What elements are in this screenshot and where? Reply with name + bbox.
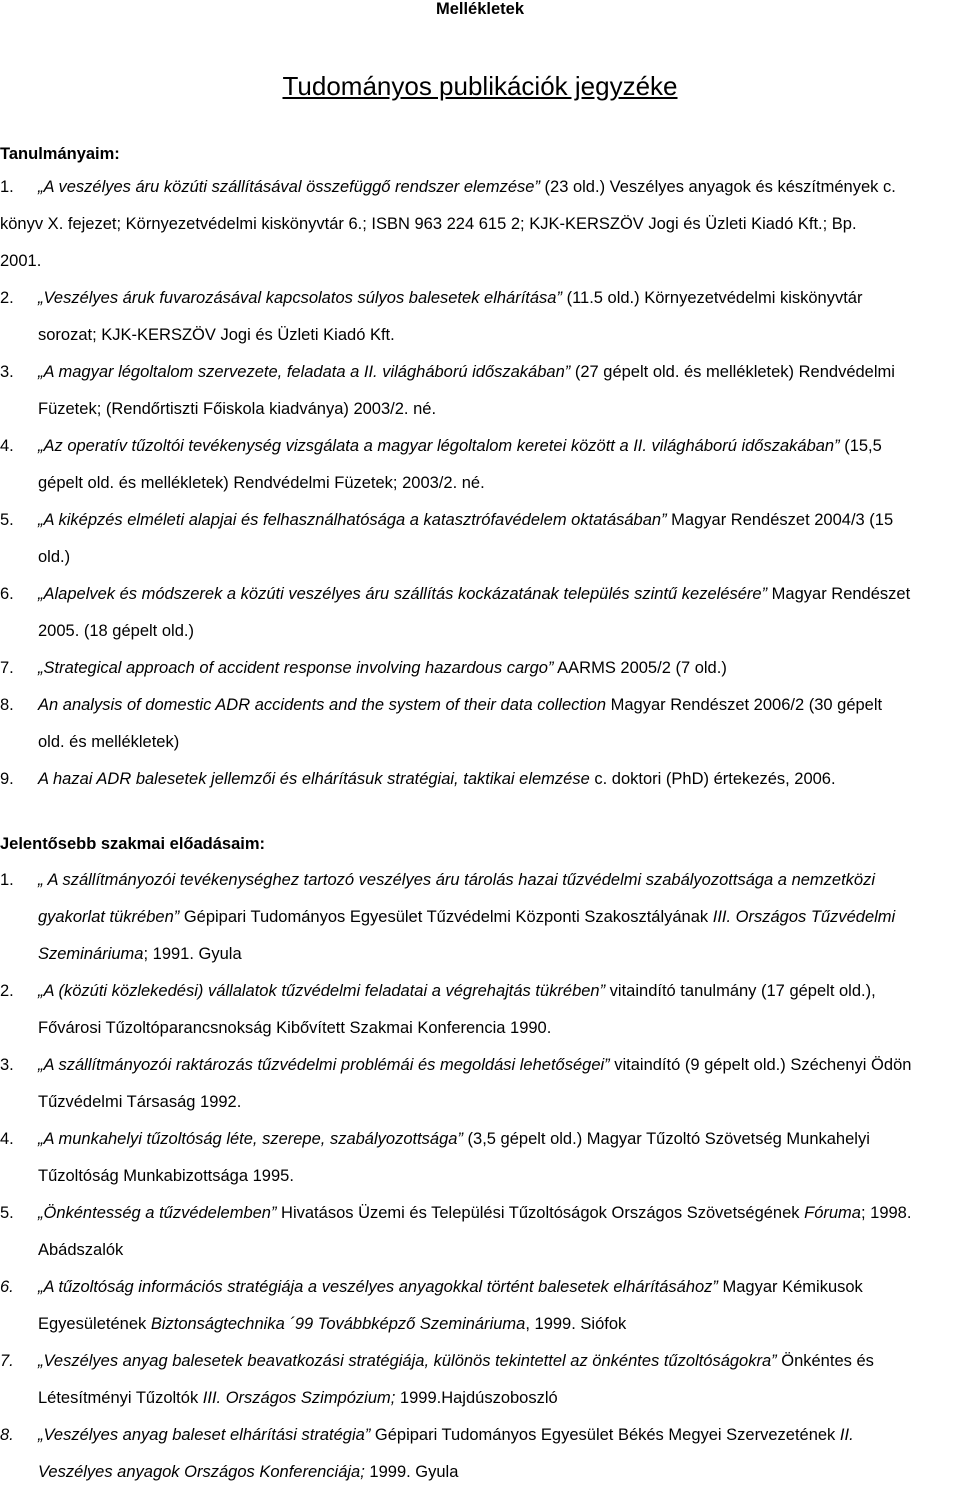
item-number: 6.	[0, 585, 14, 603]
item-text: Gépipari Tudományos Egyesület Tűzvédelmi Központi Szakosztályának	[179, 908, 713, 926]
item-text: Magyar Rendészet	[767, 585, 911, 603]
item-number: 4.	[0, 1130, 14, 1148]
item-text: (15,5	[839, 437, 882, 455]
item-text: Magyar Kémikusok	[717, 1278, 863, 1296]
studies-heading: Tanulmányaim:	[0, 145, 120, 163]
item-text: vitaindító (9 gépelt old.) Széchenyi Ödön	[609, 1056, 912, 1074]
item-text: vitaindító tanulmány (17 gépelt old.),	[605, 982, 876, 1000]
item-number: 7.	[0, 1352, 14, 1370]
item-text: Fővárosi Tűzoltóparancsnokság Kibővített Szakmai Konferencia 1990.	[38, 1019, 552, 1037]
item-text: c. doktori (PhD) értekezés, 2006.	[589, 770, 836, 788]
item-venue: Fóruma	[804, 1204, 861, 1222]
item-text: 2001.	[0, 252, 42, 270]
lectures-list	[0, 862, 960, 1491]
item-text: AARMS 2005/2 (7 old.)	[553, 659, 727, 677]
list-item	[0, 1195, 960, 1269]
list-item	[0, 1047, 960, 1121]
item-text: 1999.Hajdúszoboszló	[395, 1389, 558, 1407]
item-number: 4.	[0, 437, 14, 455]
item-venue: II.	[839, 1426, 854, 1444]
item-title: „A magyar légoltalom szervezete, feladata a II. világháború időszakában”	[38, 363, 571, 381]
item-number: 1.	[0, 178, 14, 196]
item-title: „Alapelvek és módszerek a közúti veszélyes áru szállítás kockázatának település szintű kezelésére”	[38, 585, 768, 603]
item-text: 1999. Gyula	[364, 1463, 459, 1481]
item-number: 7.	[0, 659, 14, 677]
item-title: An analysis of domestic ADR accidents and the system of their data collection	[38, 696, 607, 714]
item-text: Hivatásos Üzemi és Települési Tűzoltóságok Országos Szövetségének	[276, 1204, 805, 1222]
item-number: 1.	[0, 871, 14, 889]
item-title: „Veszélyes anyag baleset elhárítási stratégia”	[38, 1426, 371, 1444]
item-title: „Strategical approach of accident response involving hazardous cargo”	[38, 659, 554, 677]
item-text: Abádszalók	[38, 1241, 124, 1259]
list-item	[0, 1417, 960, 1491]
item-venue: III. Országos Tűzvédelmi	[712, 908, 896, 926]
list-item	[0, 1343, 960, 1417]
item-title: „A (közúti közlekedési) vállalatok tűzvédelmi feladatai a végrehajtás tükrében”	[38, 982, 606, 1000]
item-title: A hazai ADR balesetek jellemzői és elhárításuk stratégiai, taktikai elemzése	[38, 770, 590, 788]
item-text: Magyar Rendészet 2006/2 (30 gépelt	[606, 696, 883, 714]
item-text: Magyar Rendészet 2004/3 (15	[666, 511, 894, 529]
item-title: „A tűzoltóság információs stratégiája a veszélyes anyagokkal történt balesetek elhárításához”	[38, 1278, 718, 1296]
item-title: „Veszélyes áruk fuvarozásával kapcsolatos súlyos balesetek elhárítása”	[38, 289, 562, 307]
list-item	[0, 1121, 960, 1195]
page-title: Tudományos publikációk jegyzéke	[282, 71, 678, 101]
item-text: Önkéntes és	[776, 1352, 874, 1370]
item-title: gyakorlat tükrében”	[38, 908, 180, 926]
item-number: 5.	[0, 1204, 14, 1222]
appendix-label: Mellékletek	[435, 0, 525, 18]
list-item	[0, 502, 960, 576]
item-text: (27 gépelt old. és mellékletek) Rendvédelmi	[570, 363, 895, 381]
item-number: 6.	[0, 1278, 14, 1296]
item-venue: Szemináriuma	[38, 945, 144, 963]
item-text: Létesítményi Tűzoltók	[38, 1389, 203, 1407]
studies-list	[0, 169, 960, 798]
item-title: „Veszélyes anyag balesetek beavatkozási stratégiája, különös tekintettel az önkéntes tűzoltóságokra”	[38, 1352, 777, 1370]
item-text: , 1999. Siófok	[525, 1315, 627, 1333]
item-title: „Önkéntesség a tűzvédelemben”	[38, 1204, 277, 1222]
item-venue: III. Országos Szimpózium;	[202, 1389, 396, 1407]
item-text: Tűzoltóság Munkabizottsága 1995.	[38, 1167, 294, 1185]
list-item	[0, 761, 960, 798]
item-title: „A szállítmányozói raktározás tűzvédelmi problémái és megoldási lehetőségei”	[38, 1056, 610, 1074]
item-number: 8.	[0, 696, 14, 714]
item-text: Egyesületének	[38, 1315, 151, 1333]
item-venue: Veszélyes anyagok Országos Konferenciája;	[38, 1463, 365, 1481]
list-item	[0, 354, 960, 428]
lectures-heading: Jelentősebb szakmai előadásaim:	[0, 835, 266, 853]
item-text: Tűzvédelmi Társaság 1992.	[38, 1093, 242, 1111]
list-item	[0, 687, 960, 761]
item-number: 2.	[0, 289, 14, 307]
list-item	[0, 169, 960, 280]
list-item	[0, 428, 960, 502]
list-item	[0, 280, 960, 354]
item-number: 8.	[0, 1426, 14, 1444]
item-number: 9.	[0, 770, 14, 788]
item-text: gépelt old. és mellékletek) Rendvédelmi Füzetek; 2003/2. né.	[38, 474, 485, 492]
list-item	[0, 973, 960, 1047]
item-number: 3.	[0, 1056, 14, 1074]
list-item	[0, 1269, 960, 1343]
item-text: ; 1998.	[860, 1204, 912, 1222]
item-text: ; 1991. Gyula	[143, 945, 242, 963]
item-text: (11.5 old.) Környezetvédelmi kiskönyvtár	[561, 289, 863, 307]
item-number: 2.	[0, 982, 14, 1000]
item-text: old.)	[38, 548, 71, 566]
item-title: „A veszélyes áru közúti szállításával összefüggő rendszer elemzése”	[38, 178, 540, 196]
item-text: sorozat; KJK-KERSZÖV Jogi és Üzleti Kiadó Kft.	[38, 326, 395, 344]
item-title: „ A szállítmányozói tevékenységhez tartozó veszélyes áru tárolás hazai tűzvédelmi szabályozottsága a nemzetközi	[38, 871, 876, 889]
item-number: 3.	[0, 363, 14, 381]
item-text: Gépipari Tudományos Egyesület Békés Megyei Szervezetének	[370, 1426, 840, 1444]
item-text: (23 old.) Veszélyes anyagok és készítmények c.	[539, 178, 896, 196]
item-text: (3,5 gépelt old.) Magyar Tűzoltó Szövetség Munkahelyi	[462, 1130, 870, 1148]
item-venue: Biztonságtechnika ´99 Továbbképző Szemináriuma	[150, 1315, 526, 1333]
item-text: 2005. (18 gépelt old.)	[38, 622, 194, 640]
item-text: Füzetek; (Rendőrtiszti Főiskola kiadványa) 2003/2. né.	[38, 400, 437, 418]
item-text: könyv X. fejezet; Környezetvédelmi kiskönyvtár 6.; ISBN 963 224 615 2; KJK-KERSZÖV Jogi és Üzleti Kiadó Kft.; Bp.	[0, 215, 857, 233]
item-title: „Az operatív tűzoltói tevékenység vizsgálata a magyar légoltalom keretei között a II. világháború időszakában”	[38, 437, 840, 455]
item-title: „A munkahelyi tűzoltóság léte, szerepe, szabályozottsága”	[38, 1130, 463, 1148]
list-item	[0, 862, 960, 973]
list-item	[0, 650, 960, 687]
list-item	[0, 576, 960, 650]
item-text: old. és mellékletek)	[38, 733, 180, 751]
item-title: „A kiképzés elméleti alapjai és felhasználhatósága a katasztrófavédelem oktatásában”	[38, 511, 667, 529]
item-number: 5.	[0, 511, 14, 529]
